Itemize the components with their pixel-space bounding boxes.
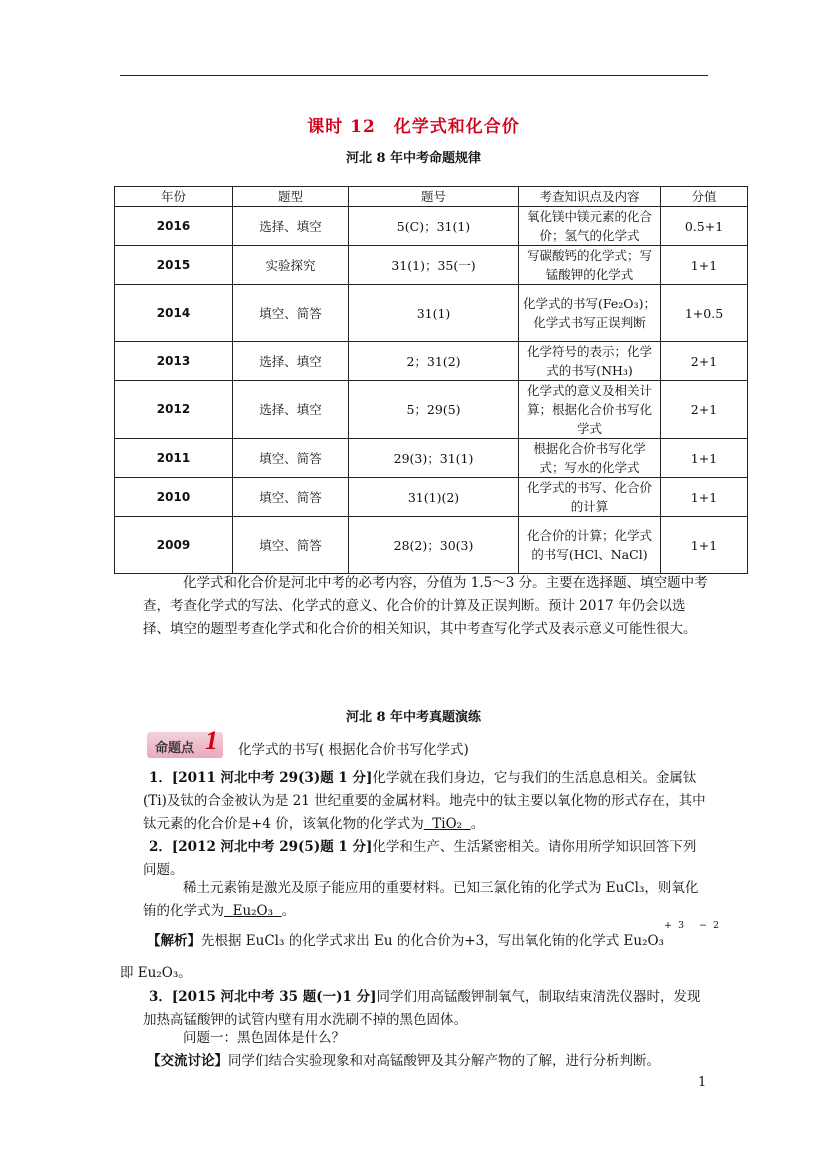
- header-rule: [120, 75, 708, 76]
- col-header-num: 题号: [349, 187, 519, 207]
- cell-year: 2011: [115, 439, 233, 478]
- col-header-year: 年份: [115, 187, 233, 207]
- cell-year: 2014: [115, 285, 233, 342]
- cell-year: 2009: [115, 517, 233, 574]
- cell-type: 填空、简答: [233, 439, 349, 478]
- section-subtitle: 河北 8 年中考命题规律: [345, 151, 482, 166]
- question-1: [143, 767, 708, 836]
- proposition-title: 化学式的书写( 根据化合价书写化学式): [238, 742, 469, 758]
- exam-rules-table: [114, 186, 748, 574]
- table-row: [115, 207, 748, 246]
- cell-content: 化学式的意义及相关计算；根据化合价书写化学式: [519, 381, 661, 439]
- cell-type: 实验探究: [233, 246, 349, 285]
- table-row: [115, 517, 748, 574]
- badge-number: 1: [205, 726, 218, 755]
- cell-year: 2012: [115, 381, 233, 439]
- col-header-type: 题型: [233, 187, 349, 207]
- discussion-label: 【交流讨论】: [147, 1053, 228, 1069]
- table-row: [115, 439, 748, 478]
- discussion-text: 同学们结合实验现象和对高锰酸钾及其分解产物的了解，进行分析判断。: [228, 1053, 660, 1069]
- page-title: 课时 12 化学式和化合价: [307, 117, 520, 137]
- question-3: [143, 986, 708, 1032]
- cell-content: 化学式的书写、化合价的计算: [519, 478, 661, 517]
- cell-score: 1+1: [661, 439, 748, 478]
- cell-score: 1+1: [661, 246, 748, 285]
- q2-line2: 稀土元素铕是激光及原子能应用的重要材料。已知三氯化铕的化学式为 EuCl₃，则氧化铕的化学式为: [143, 880, 699, 919]
- q3-source: 3．[2015 河北中考 35 题(一)1 分]: [149, 989, 377, 1005]
- cell-score: 2+1: [661, 342, 748, 381]
- q2-source: 2．[2012 河北中考 29(5)题 1 分]: [149, 839, 373, 855]
- page-number: 1: [698, 1075, 707, 1090]
- cell-score: 0.5+1: [661, 207, 748, 246]
- table-row: [115, 478, 748, 517]
- cell-type: 选择、填空: [233, 381, 349, 439]
- badge-label: 命题点: [155, 741, 195, 756]
- cell-num: 29(3)；31(1): [349, 439, 519, 478]
- cell-num: 5(C)；31(1): [349, 207, 519, 246]
- q1-text: 化学就在我们身边，它与我们的生活息息相关。金属钛(Ti)及钛的合金被认为是 21 世纪重要的金属材料。地壳中的钛主要以氧化物的形式存在，其中钛元素的化合价是+4 价，该氧化物的化学式为: [143, 770, 706, 832]
- q3-question1: 问题一：黑色固体是什么？: [183, 1030, 345, 1046]
- cell-num: 31(1): [349, 285, 519, 342]
- q2-analysis-end: 即 Eu₂O₃。: [120, 965, 192, 981]
- cell-content: 氧化镁中镁元素的化合价；氢气的化学式: [519, 207, 661, 246]
- cell-content: 根据化合价书写化学式；写水的化学式: [519, 439, 661, 478]
- cell-year: 2013: [115, 342, 233, 381]
- cell-score: 1+1: [661, 517, 748, 574]
- q2-end: 。: [281, 903, 296, 919]
- q2-answer: Eu₂O₃: [232, 903, 274, 919]
- q3-text: 同学们用高锰酸钾制氧气，制取结束清洗仪器时，发现加热高锰酸钾的试管内壁有用水洗刷不掉的黑色固体。: [143, 989, 701, 1028]
- cell-num: 2；31(2): [349, 342, 519, 381]
- cell-type: 选择、填空: [233, 207, 349, 246]
- q3-discussion: [147, 1050, 712, 1073]
- analysis-label: 【解析】: [147, 933, 201, 949]
- cell-num: 31(1)(2): [349, 478, 519, 517]
- cell-num: 28(2)；30(3): [349, 517, 519, 574]
- cell-score: 2+1: [661, 381, 748, 439]
- table-row: [115, 285, 748, 342]
- analysis-text: 先根据 EuCl₃ 的化学式求出 Eu 的化合价为+3，写出氧化铕的化学式 Eu₂O₃: [201, 933, 664, 949]
- cell-type: 填空、简答: [233, 478, 349, 517]
- cell-num: 5；29(5): [349, 381, 519, 439]
- question-2-body: [143, 877, 708, 923]
- valence-marks: +3 −2: [664, 920, 726, 931]
- table-row: [115, 246, 748, 285]
- section-heading: 河北 8 年中考真题演练: [345, 710, 482, 725]
- summary-paragraph: 化学式和化合价是河北中考的必考内容，分值为 1.5～3 分。主要在选择题、填空题中考查，考查化学式的写法、化学式的意义、化合价的计算及正误判断。预计 2017 年仍会以选择、填空的题型考查化学式和化合价的相关知识，其中考查写化学式及表示意义可能性很大。: [143, 575, 708, 637]
- cell-year: 2010: [115, 478, 233, 517]
- cell-year: 2016: [115, 207, 233, 246]
- cell-score: 1+0.5: [661, 285, 748, 342]
- q2-text: 化学和生产、生活紧密相关。请你用所学知识回答下列问题。: [143, 839, 697, 878]
- table-row: [115, 381, 748, 439]
- col-header-content: 考查知识点及内容: [519, 187, 661, 207]
- cell-content: 化学式的书写(Fe₂O₃)；化学式书写正误判断: [519, 285, 661, 342]
- cell-type: 填空、简答: [233, 285, 349, 342]
- cell-type: 选择、填空: [233, 342, 349, 381]
- cell-content: 化学符号的表示；化学式的书写(NH₃): [519, 342, 661, 381]
- cell-num: 31(1)；35(一): [349, 246, 519, 285]
- q1-source: 1．[2011 河北中考 29(3)题 1 分]: [149, 770, 373, 786]
- table-header-row: [115, 187, 748, 207]
- cell-content: 写碳酸钙的化学式；写锰酸钾的化学式: [519, 246, 661, 285]
- cell-score: 1+1: [661, 478, 748, 517]
- q1-end: 。: [470, 816, 485, 832]
- col-header-score: 分值: [661, 187, 748, 207]
- cell-year: 2015: [115, 246, 233, 285]
- question-2: [143, 836, 708, 882]
- table-row: [115, 342, 748, 381]
- cell-content: 化合价的计算；化学式的书写(HCl、NaCl): [519, 517, 661, 574]
- cell-type: 填空、简答: [233, 517, 349, 574]
- proposition-badge: [147, 726, 223, 758]
- q1-answer: TiO₂: [432, 816, 463, 832]
- q2-analysis: [147, 930, 712, 953]
